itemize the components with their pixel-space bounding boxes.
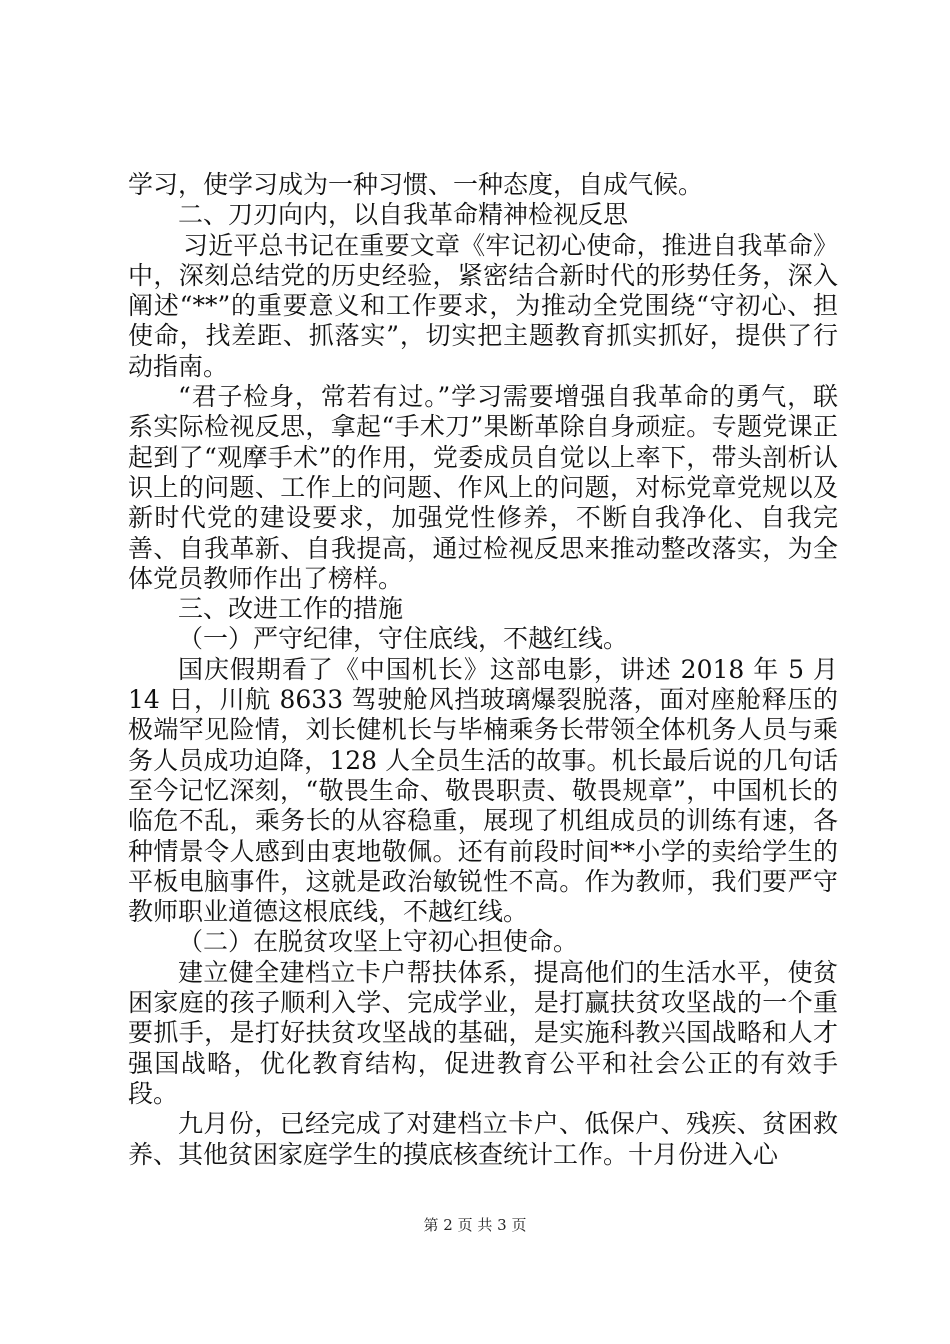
paragraph: 学习，使学习成为一种习惯、一种态度，自成气候。 — [128, 170, 704, 199]
section-heading: 三、改进工作的措施 — [178, 594, 404, 624]
paragraph: 国庆假期看了《中国机长》这部电影，讲述 2018 年 5 月 14 日，川航 8633 驾驶舱风挡玻璃爆裂脱落，面对座舱释压的极端罕见险情，刘长健机长与毕楠乘务长带领全体机务人员与乘务人员成功迫降，128 人全员生活的故事。机长最后说的几句话至今记忆深刻，“敬畏生命、敬畏职责、敬畏规章”，中国机长的临危不乱，乘务长的从容稳重，展现了机组成员的训练有速，各种情景令人感到由衷地敬佩。还有前段时间**小学的卖给学生的平板电脑事件，这就是政治敏锐性不高。作为教师，我们要严守教师职业道德这根底线，不越红线。 — [128, 654, 838, 927]
subsection-heading: （二）在脱贫攻坚上守初心担使命。 — [178, 927, 579, 957]
paragraph: 建立健全建档立卡户帮扶体系，提高他们的生活水平，使贫困家庭的孩子顺利入学、完成学业，是打赢扶贫攻坚战的一个重要抓手，是打好扶贫攻坚战的基础，是实施科教兴国战略和人才强国战略，优化教育结构，促进教育公平和社会公正的有效手段。 — [128, 957, 838, 1108]
paragraph: 习近平总书记在重要文章《牢记初心使命，推进自我革命》中，深刻总结党的历史经验，紧密结合新时代的形势任务，深入阐述“**”的重要意义和工作要求，为推动全党围绕“守初心、担使命，找差距、抓落实”，切实把主题教育抓实抓好，提供了行动指南。 — [128, 230, 838, 381]
paragraph: 九月份，已经完成了对建档立卡户、低保户、残疾、贫困救养、其他贫困家庭学生的摸底核查统计工作。十月份进入心 — [128, 1109, 838, 1169]
document-body — [128, 170, 838, 1170]
page-footer: 第 2 页 共 3 页 — [423, 1216, 527, 1234]
subsection-heading: （一）严守纪律，守住底线，不越红线。 — [178, 624, 629, 654]
paragraph: “君子检身，常若有过。”学习需要增强自我革命的勇气，联系实际检视反思，拿起“手术刀”果断革除自身顽症。专题党课正起到了“观摩手术”的作用，党委成员自觉以上率下，带头剖析认识上的问题、工作上的问题、作风上的问题，对标党章党规以及新时代党的建设要求，加强党性修养，不断自我净化、自我完善、自我革新、自我提高，通过检视反思来推动整改落实，为全体党员教师作出了榜样。 — [128, 382, 838, 593]
section-heading: 二、刀刃向内，以自我革命精神检视反思 — [178, 200, 629, 230]
